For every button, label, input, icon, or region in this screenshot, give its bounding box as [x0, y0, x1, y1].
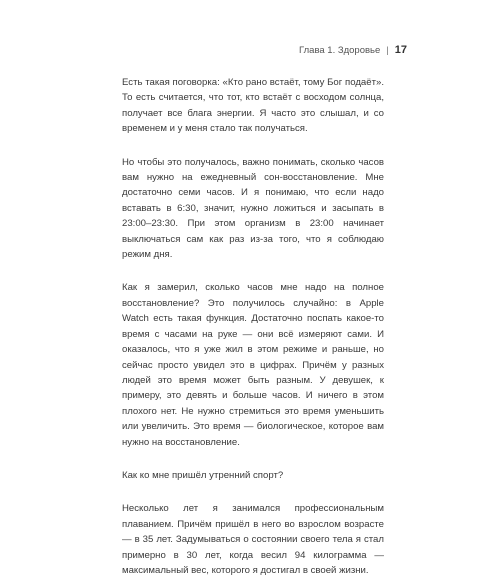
paragraph: Как я замерил, сколько часов мне надо на полное восстановление? Это получилось случайно: в Apple Watch есть такая функция. Достаточно поспать какое-то время с часами на руке — они всё измеряют сами. И оказалось, что я уже жил в этом режиме и раньше, но сейчас просто увидел это в цифрах. Причём у разных людей это время может быть разным. У девушек, к примеру, это девять и больше часов. И ничего в этом плохого нет. Не нужно стремиться это время уменьшить или увеличить. Это время — биологическое, которое вам нужно на восстановление.	[122, 282, 384, 448]
paragraph: Как ко мне пришёл утренний спорт?	[122, 469, 284, 481]
body-text	[122, 75, 384, 578]
running-header	[299, 44, 407, 56]
paragraph: Но чтобы это получалось, важно понимать, сколько часов вам нужно на ежедневный сон-восстановление. Мне достаточно семи часов. И я понимаю, что если надо вставать в 6:30, значит, нужно ложиться и засыпать в 23:00–23:30. При этом организм в 23:00 начинает выключаться сам как раз из-за того, что я соблюдаю режим дня.	[122, 156, 384, 261]
paragraph: Есть такая поговорка: «Кто рано встаёт, тому Бог подаёт». То есть считается, что тот, кто встаёт с восходом солнца, получает все блага энергии. Я часто это слышал, и со временем и у меня стало так получаться.	[122, 77, 384, 135]
page-number: 17	[394, 44, 407, 56]
header-separator: |	[386, 44, 389, 56]
paragraph: Несколько лет я занимался профессиональным плаванием. Причём пришёл в него во взрослом возрасте — в 35 лет. Задумываться о состоянии своего тела я стал примерно в 30 лет, когда весил 94 килограмма — максимальный вес, которого я достигал в своей жизни.	[122, 503, 384, 576]
chapter-title: Глава 1. Здоровье	[299, 44, 381, 56]
